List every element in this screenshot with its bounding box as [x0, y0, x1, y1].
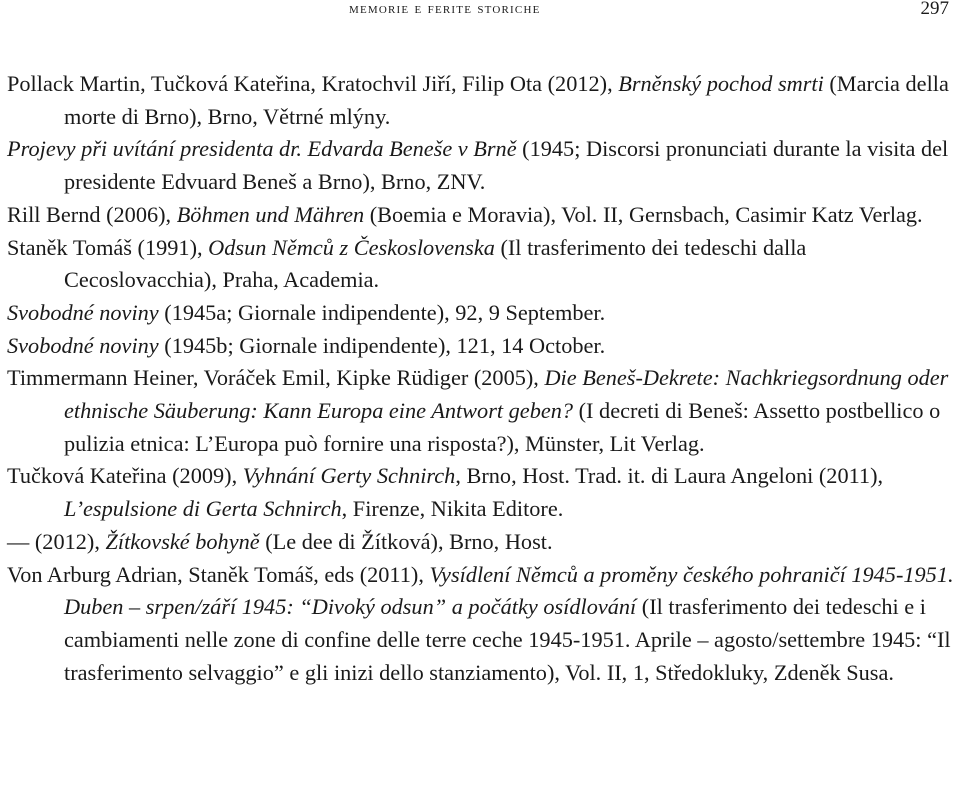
bibliography-entry [7, 526, 955, 559]
page-number: 297 [920, 0, 949, 19]
entry-title: Svobodné noviny [7, 299, 159, 325]
entry-text: , Firenze, Nikita Editore. [341, 496, 564, 522]
bibliography-entry [7, 460, 955, 525]
bibliography-entry [7, 559, 955, 690]
entry-title: Vyhnání Gerty Schnirch [242, 463, 456, 489]
entry-text: — (2012), [7, 528, 106, 554]
entry-text: (Marcia della morte di Brno), Brno, Větrné mlýny. [64, 71, 949, 129]
entry-text: (1945b; Giornale indipendente), 121, 14 October. [158, 332, 606, 358]
bibliography-entry [7, 68, 955, 133]
entry-title: Böhmen und Mähren [176, 201, 365, 227]
bibliography-entry [7, 232, 955, 297]
entry-title: Vysídlení Němců a proměny českého pohraničí 1945-1951. Duben – srpen/září 1945: “Divoký odsun” a počátky osídlování [64, 561, 954, 620]
entry-text: Pollack Martin, Tučková Kateřina, Kratochvil Jiří, Filip Ota (2012), [7, 71, 619, 96]
entry-text: (I decreti di Beneš: Assetto postbellico o pulizia etnica: L’Europa può fornire una risposta?), Münster, Lit Verlag. [64, 398, 941, 456]
entry-text: (Il trasferimento dei tedeschi e i cambiamenti nelle zone di confine delle terre ceche 1945-1951. Aprile – agosto/settembre 1945: “Il trasferimento selvaggio” e gli inizi dello stanziamento), Vol. II, 1, Středokluky, Zdeněk Susa. [64, 594, 951, 685]
entry-text: Rill Bernd (2006), [7, 201, 177, 227]
entry-text: (1945; Discorsi pronunciati durante la visita del presidente Edvuard Beneš a Brno), Brno, ZNV. [64, 136, 949, 195]
entry-text: Tučková Kateřina (2009), [7, 463, 243, 489]
entry-title: Brněnský pochod smrti [618, 71, 824, 96]
entry-text: (Le dee di Žítková), Brno, Host. [259, 528, 553, 554]
entry-title: L’espulsione di Gerta Schnirch [64, 496, 342, 522]
bibliography-entry [7, 133, 955, 198]
entry-text: Staněk Tomáš (1991), [7, 234, 209, 260]
entry-title: Die Beneš-Dekrete: Nachkriegsordnung oder ethnische Säuberung: Kann Europa eine Antwort geben? [64, 365, 949, 424]
bibliography-entry [7, 297, 955, 330]
bibliography-list [7, 68, 955, 689]
entry-title: Odsun Němců z Československa [208, 234, 495, 260]
entry-text: , Brno, Host. Trad. it. di Laura Angeloni (2011), [455, 463, 884, 489]
entry-title: Projevy při uvítání presidenta dr. Edvarda Beneše v Brně [7, 136, 517, 162]
entry-text: Timmermann Heiner, Voráček Emil, Kipke Rüdiger (2005), [7, 365, 545, 391]
running-head: memorie e ferite storiche [349, 0, 541, 17]
page-header [0, 0, 960, 28]
bibliography-entry [7, 330, 955, 363]
entry-text: (1945a; Giornale indipendente), 92, 9 September. [158, 299, 606, 325]
bibliography-entry [7, 199, 955, 232]
entry-text: Von Arburg Adrian, Staněk Tomáš, eds (2011), [7, 561, 430, 587]
entry-text: (Boemia e Moravia), Vol. II, Gernsbach, Casimir Katz Verlag. [364, 201, 923, 227]
entry-text: (Il trasferimento dei tedeschi dalla Cecoslovacchia), Praha, Academia. [64, 234, 807, 293]
entry-title: Svobodné noviny [7, 332, 159, 358]
entry-title: Žítkovské bohyně [105, 528, 260, 554]
bibliography-entry [7, 362, 955, 460]
